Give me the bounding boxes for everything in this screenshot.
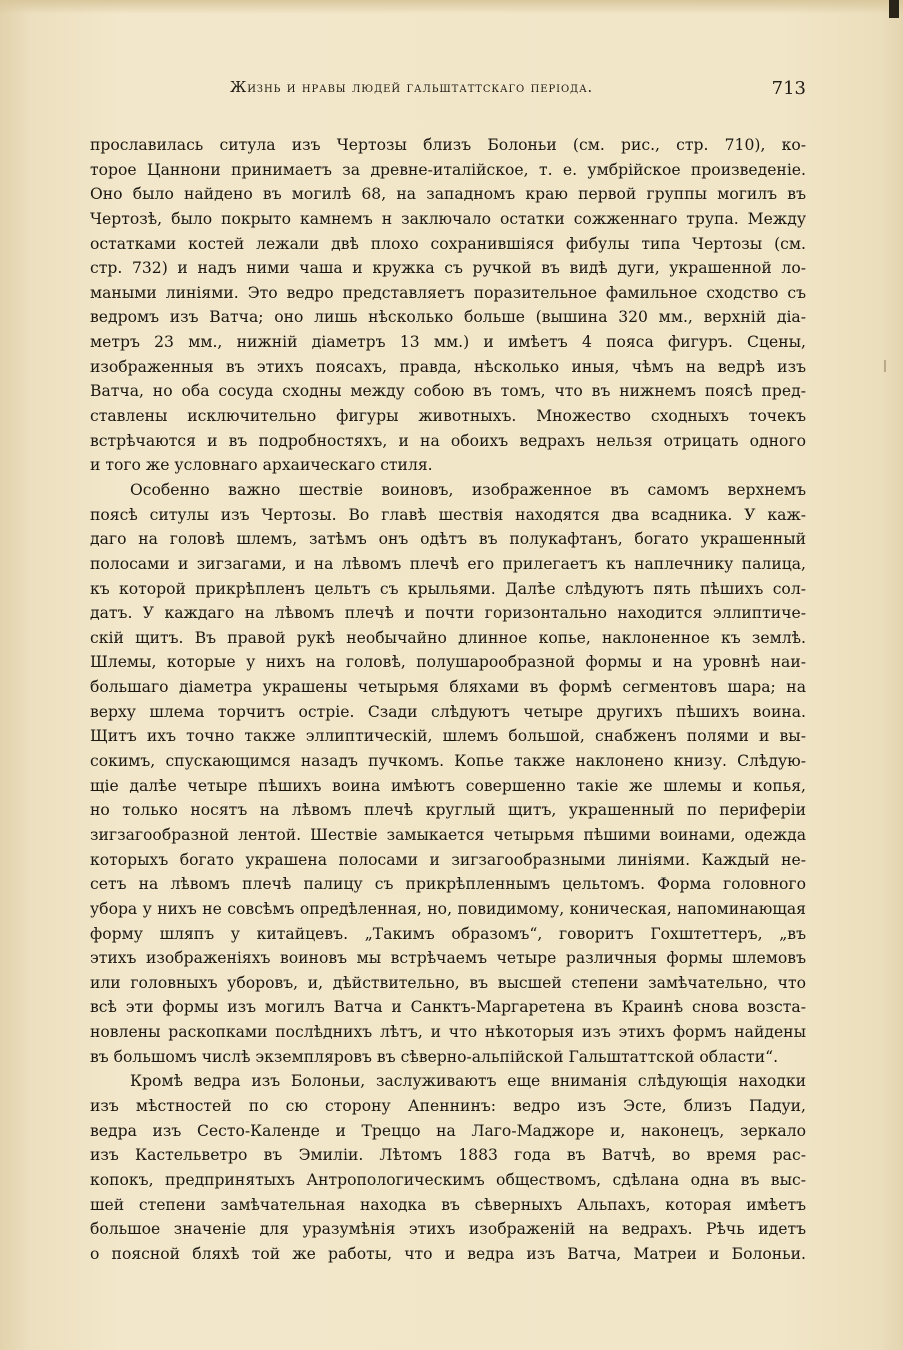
page-corner-mark xyxy=(889,0,899,18)
text-line: верху шлема торчитъ остріе. Сзади слѣдуютъ четыре другихъ пѣшихъ воина. xyxy=(90,702,806,721)
text-line: копокъ, предпринятыхъ Антропологическимъ обществомъ, сдѣлана одна въ выс- xyxy=(90,1170,806,1189)
text-line: о поясной бляхѣ той же работы, что и ведра изъ Ватча, Матреи и Болоньи. xyxy=(90,1244,806,1263)
text-line: этихъ изображеніяхъ воиновъ мы встрѣчаемъ четыре различныя формы шлемовъ xyxy=(90,949,806,968)
text-line: щіе далѣе четыре пѣшихъ воина имѣютъ совершенно такіе же шлемы и копья, xyxy=(90,776,806,795)
text-line: прославилась ситула изъ Чертозы близъ Болоньи (см. рис., стр. 710), ко- xyxy=(90,136,806,154)
text-line: въ большомъ числѣ экземпляровъ въ сѣверно-альпійской Гальштаттской области“. xyxy=(90,1047,779,1066)
text-line: метръ 23 мм., нижній діаметръ 13 мм.) и имѣетъ 4 пояса фигуръ. Сцены, xyxy=(90,333,806,352)
text-line: убора у нихъ не совсѣмъ опредѣленная, но, повидимому, коническая, напоминающая xyxy=(90,899,806,918)
text-line: форму шляпъ у китайцевъ. „Такимъ образомъ“, говоритъ Гохштеттеръ, „въ xyxy=(90,924,806,943)
text-line: поясѣ ситулы изъ Чертозы. Во главѣ шествія находятся два всадника. У каж- xyxy=(90,505,806,524)
text-line: ставлены исключительно фигуры животныхъ. Множество сходныхъ точекъ xyxy=(90,407,806,426)
text-line: шей степени замѣчательная находка въ сѣверныхъ Альпахъ, которая имѣетъ xyxy=(90,1195,806,1214)
page-top-edge-shadow xyxy=(0,0,903,14)
margin-mark xyxy=(884,360,886,372)
text-line: изъ мѣстностей по сю сторону Апеннинъ: ведро изъ Эсте, близъ Падуи, xyxy=(90,1096,806,1115)
text-line: маными линіями. Это ведро представляетъ поразительное фамильное сходство съ xyxy=(90,283,806,302)
text-line: Щитъ ихъ точно также эллиптическій, шлемъ большой, снабженъ полями и вы- xyxy=(90,727,806,746)
text-line: полосами и зигзагами, и на лѣвомъ плечѣ его прилегаетъ къ наплечнику палица, xyxy=(90,554,806,573)
text-line: Шлемы, которые у нихъ на головѣ, полушарообразной формы и на уровнѣ наи- xyxy=(90,653,806,672)
text-line: зигзагообразной лентой. Шествіе замыкается четырьмя пѣшими воинами, одежда xyxy=(90,825,806,844)
running-header xyxy=(90,80,806,106)
text-line: ведра изъ Сесто-Календе и Треццо на Лаго-Маджоре и, наконецъ, зеркало xyxy=(90,1121,806,1140)
text-line: встрѣчаются и въ подробностяхъ, и на обоихъ ведрахъ нельзя отрицать одного xyxy=(90,431,806,450)
text-line: Оно было найдено въ могилѣ 68, на западномъ краю первой группы могилъ въ xyxy=(90,185,806,204)
text-line: Кромѣ ведра изъ Болоньи, заслуживаютъ еще вниманія слѣдующія находки xyxy=(130,1072,806,1091)
text-line: большое значеніе для уразумѣнія этихъ изображеній на ведрахъ. Рѣчь идетъ xyxy=(90,1220,806,1239)
text-line: Особенно важно шествіе воиновъ, изображенное въ самомъ верхнемъ xyxy=(130,480,806,499)
text-line: или головныхъ уборовъ, и, дѣйствительно, въ высшей степени замѣчательно, что xyxy=(90,973,806,992)
text-line: новлены раскопками послѣднихъ лѣтъ, и что нѣкоторыя изъ этихъ формъ найдены xyxy=(90,1023,806,1042)
text-line: Чертозѣ, было покрыто камнемъ н заключало остатки сожженнаго трупа. Между xyxy=(90,209,806,228)
running-title: Жизнь и нравы людей гальштаттскаго періода. xyxy=(230,80,594,96)
body-text xyxy=(90,133,806,1266)
text-line: Ватча, но оба сосуда сходны между собою въ томъ, что въ нижнемъ поясѣ пред- xyxy=(90,382,806,401)
text-line: стр. 732) и надъ ними чаша и кружка съ ручкой въ видѣ дуги, украшенной ло- xyxy=(90,259,806,278)
text-line: ведромъ изъ Ватча; оно лишь нѣсколько больше (вышина 320 мм., верхній діа- xyxy=(90,308,806,327)
text-line: торое Цаннони принимаетъ за древне-италійское, т. е. умбрійское произведеніе. xyxy=(90,160,806,179)
text-line: изъ Кастельветро въ Эмиліи. Лѣтомъ 1883 года въ Ватчѣ, во время рас- xyxy=(90,1146,806,1165)
text-line: большаго діаметра украшены четырьмя бляхами въ формѣ сегментовъ шара; на xyxy=(90,678,806,697)
text-line: сокимъ, спускающимся назадъ пучкомъ. Копье также наклонено книзу. Слѣдую- xyxy=(90,752,806,771)
text-line: даго на головѣ шлемъ, затѣмъ онъ одѣтъ въ полукафтанъ, богато украшенный xyxy=(90,530,806,549)
text-line: остатками костей лежали двѣ плохо сохранившіяся фибулы типа Чертозы (см. xyxy=(90,234,806,253)
text-line: скій щитъ. Въ правой рукѣ необычайно длинное копье, наклоненное къ землѣ. xyxy=(90,628,806,647)
text-line: сетъ на лѣвомъ плечѣ палицу съ прикрѣпленнымъ цельтомъ. Форма головного xyxy=(90,875,806,894)
text-line: датъ. У каждаго на лѣвомъ плечѣ и почти горизонтально находится эллиптиче- xyxy=(90,604,806,623)
text-line: къ которой прикрѣпленъ цельтъ съ крыльями. Далѣе слѣдуютъ пять пѣшихъ сол- xyxy=(90,579,806,598)
text-line: и того же условнаго архаическаго стиля. xyxy=(90,456,433,475)
text-line: которыхъ богато украшена полосами и зигзагообразными линіями. Каждый не- xyxy=(90,850,806,869)
text-line: но только носятъ на лѣвомъ плечѣ круглый щитъ, украшенный по периферіи xyxy=(90,801,806,820)
text-line: всѣ эти формы изъ могилъ Ватча и Санктъ-Маргаретена въ Краинѣ снова возста- xyxy=(90,998,806,1017)
text-line: изображенныя въ этихъ поясахъ, правда, нѣсколько иныя, чѣмъ на ведрѣ изъ xyxy=(90,357,806,376)
page-number: 713 xyxy=(771,78,806,99)
